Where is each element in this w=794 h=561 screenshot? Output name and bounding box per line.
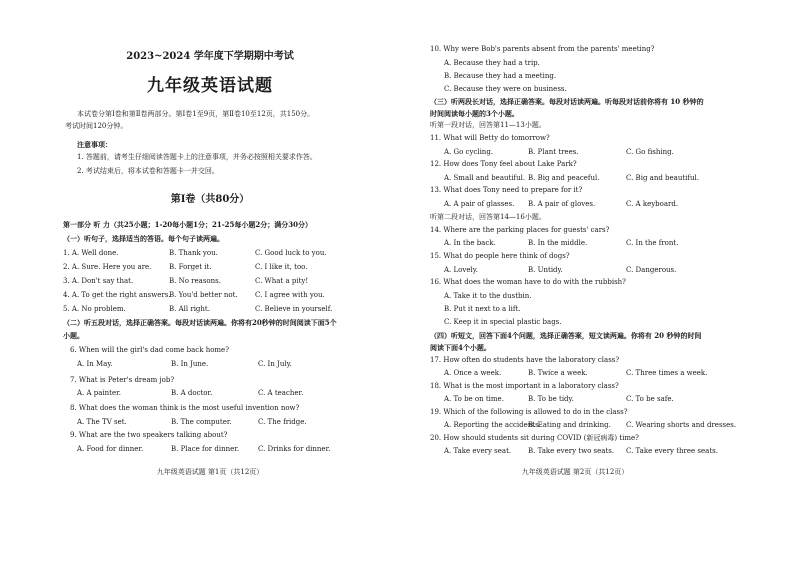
q3-option-c: C. What a pity! bbox=[255, 277, 309, 285]
left-page bbox=[65, 0, 365, 561]
q10-stem: 10. Why were Bob's parents absent from the parents' meeting? bbox=[430, 45, 655, 53]
part3-dialogue-1: 听第一段对话，回答第11—13小题。 bbox=[430, 121, 546, 129]
q8-stem: 8. What does the woman think is the most useful invention now? bbox=[70, 404, 300, 412]
q12-option-c: C. Big and beautiful. bbox=[626, 174, 699, 182]
q18-stem: 18. What is the most important in a laboratory class? bbox=[430, 382, 619, 390]
part1b-instruction-2: 小题。 bbox=[63, 331, 84, 340]
q13-option-b: B. A pair of gloves. bbox=[528, 200, 596, 208]
q10-option-c: C. Because they were on business. bbox=[444, 85, 567, 93]
exam-title-year: 2023~2024 学年度下学期期中考试 bbox=[126, 51, 294, 62]
q15-option-a: A. Lovely. bbox=[444, 266, 478, 274]
part1a-instruction: （一）听句子，选择适当的答语。每个句子读两遍。 bbox=[63, 234, 224, 243]
q17-stem: 17. How often do students have the laboratory class? bbox=[430, 356, 620, 364]
notice-heading: 注意事项： bbox=[77, 140, 112, 149]
q7-option-b: B. A doctor. bbox=[171, 389, 213, 397]
q13-option-a: A. A pair of glasses. bbox=[444, 200, 515, 208]
intro-line-2: 考试时间120分钟。 bbox=[65, 122, 128, 130]
q1-option-c: C. Good luck to you. bbox=[255, 249, 327, 257]
q9-option-b: B. Place for dinner. bbox=[171, 445, 240, 453]
q2-option-c: C. I like it, too. bbox=[255, 263, 308, 271]
q15-stem: 15. What do people here think of dogs? bbox=[430, 252, 570, 260]
q14-option-a: A. In the back. bbox=[444, 239, 496, 247]
q13-stem: 13. What does Tony need to prepare for it? bbox=[430, 186, 583, 194]
q20-option-a: A. Take every seat. bbox=[444, 447, 512, 455]
q7-option-c: C. A teacher. bbox=[258, 389, 304, 397]
q10-option-b: B. Because they had a meeting. bbox=[444, 72, 557, 80]
intro-line-1: 本试卷分第Ⅰ卷和第Ⅱ卷两部分。第Ⅰ卷1至9页，第Ⅱ卷10至12页，共150分。 bbox=[77, 110, 315, 118]
q2-option-b: B. Forget it. bbox=[169, 263, 212, 271]
part1-heading: 第一部分 听 力（共25小题；1-20每小题1分；21-25每小题2分；满分30分） bbox=[63, 220, 313, 229]
q14-option-c: C. In the front. bbox=[626, 239, 679, 247]
section-heading: 第Ⅰ卷（共80分） bbox=[170, 194, 250, 205]
q3-option-b: B. No reasons. bbox=[169, 277, 221, 285]
q15-option-c: C. Dangerous. bbox=[626, 266, 677, 274]
q18-option-a: A. To be on time. bbox=[444, 395, 504, 403]
q16-option-c: C. Keep it in special plastic bags. bbox=[444, 318, 562, 326]
q11-option-a: A. Go cycling. bbox=[444, 148, 494, 156]
q20-option-c: C. Take every three seats. bbox=[626, 447, 718, 455]
q8-option-a: A. The TV set. bbox=[77, 418, 127, 426]
q9-option-a: A. Food for dinner. bbox=[77, 445, 144, 453]
q10-option-a: A. Because they had a trip. bbox=[444, 59, 540, 67]
part3-instruction-2: 时间阅读每小题的3个小题。 bbox=[430, 109, 519, 118]
q19-option-c: C. Wearing shorts and dresses. bbox=[626, 421, 737, 429]
q11-option-b: B. Plant trees. bbox=[528, 148, 579, 156]
q17-option-a: A. Once a week. bbox=[444, 369, 502, 377]
q15-option-b: B. Untidy. bbox=[528, 266, 563, 274]
q6-option-a: A. In May. bbox=[77, 360, 113, 368]
q7-stem: 7. What is Peter's dream job? bbox=[70, 376, 175, 384]
q7-option-a: A. A painter. bbox=[77, 389, 121, 397]
q18-option-c: C. To be safe. bbox=[626, 395, 674, 403]
q19-option-a: A. Reporting the accidents. bbox=[444, 421, 541, 429]
part4-instruction-2: 阅读下面4个小题。 bbox=[430, 343, 491, 352]
q16-option-a: A. Take it to the dustbin. bbox=[444, 292, 532, 300]
q14-stem: 14. Where are the parking places for guests' cars? bbox=[430, 226, 610, 234]
part3-instruction-1: （三）听两段长对话，选择正确答案。每段对话读两遍。听每段对话前你将有 10 秒钟的 bbox=[430, 97, 704, 106]
q8-option-c: C. The fridge. bbox=[258, 418, 307, 426]
q6-stem: 6. When will the girl's dad come back home? bbox=[70, 346, 229, 354]
q20-option-b: B. Take every two seats. bbox=[528, 447, 615, 455]
q9-stem: 9. What are the two speakers talking about? bbox=[70, 431, 228, 439]
q19-stem: 19. Which of the following is allowed to do in the class? bbox=[430, 408, 628, 416]
q5-option-b: B. All right. bbox=[169, 305, 210, 313]
q12-stem: 12. How does Tony feel about Lake Park? bbox=[430, 160, 577, 168]
left-page-footer: 九年级英语试题 第1页（共12页） bbox=[156, 468, 264, 476]
q17-option-c: C. Three times a week. bbox=[626, 369, 708, 377]
q1-option-b: B. Thank you. bbox=[169, 249, 218, 257]
part4-instruction-1: （四）听短文，回答下面4个问题，选择正确答案，短文读两遍。你将有 20 秒钟的时间 bbox=[430, 331, 702, 340]
q12-option-a: A. Small and beautiful. bbox=[444, 174, 526, 182]
q11-stem: 11. What will Betty do tomorrow? bbox=[430, 134, 550, 142]
q3-option-a: 3. A. Don't say that. bbox=[63, 277, 134, 285]
q1-option-a: 1. A. Well done. bbox=[63, 249, 119, 257]
part3-dialogue-2: 听第二段对话，回答第14—16小题。 bbox=[430, 213, 546, 221]
q16-option-b: B. Put it next to a lift. bbox=[444, 305, 521, 313]
q5-option-a: 5. A. No problem. bbox=[63, 305, 126, 313]
q6-option-b: B. In June. bbox=[171, 360, 209, 368]
q4-option-b: B. You'd better not. bbox=[169, 291, 238, 299]
notice-item-2: 2. 考试结束后，将本试卷和答题卡一并交回。 bbox=[77, 167, 219, 175]
q8-option-b: B. The computer. bbox=[171, 418, 232, 426]
q20-stem: 20. How should students sit during COVID (新冠病毒) time? bbox=[430, 434, 639, 442]
q4-option-c: C. I agree with you. bbox=[255, 291, 325, 299]
notice-item-1: 1. 答题前，请考生仔细阅读答题卡上的注意事项，并务必按照相关要求作答。 bbox=[77, 153, 317, 161]
right-page bbox=[430, 0, 737, 561]
q12-option-b: B. Big and peaceful. bbox=[528, 174, 600, 182]
q5-option-c: C. Believe in yourself. bbox=[255, 305, 333, 313]
q2-option-a: 2. A. Sure. Here you are. bbox=[63, 263, 152, 271]
q17-option-b: B. Twice a week. bbox=[528, 369, 588, 377]
q4-option-a: 4. A. To get the right answers. bbox=[63, 291, 171, 299]
exam-title-subject: 九年级英语试题 bbox=[147, 76, 273, 96]
q13-option-c: C. A keyboard. bbox=[626, 200, 679, 208]
q6-option-c: C. In July. bbox=[258, 360, 292, 368]
part1b-instruction-1: （二）听五段对话，选择正确答案。每段对话读两遍。你将有20秒钟的时间阅读下面5个 bbox=[63, 318, 337, 327]
q19-option-b: B. Eating and drinking. bbox=[528, 421, 611, 429]
q16-stem: 16. What does the woman have to do with the rubbish? bbox=[430, 278, 626, 286]
q9-option-c: C. Drinks for dinner. bbox=[258, 445, 331, 453]
q11-option-c: C. Go fishing. bbox=[626, 148, 674, 156]
right-page-footer: 九年级英语试题 第2页（共12页） bbox=[521, 468, 629, 476]
q14-option-b: B. In the middle. bbox=[528, 239, 588, 247]
q18-option-b: B. To be tidy. bbox=[528, 395, 574, 403]
